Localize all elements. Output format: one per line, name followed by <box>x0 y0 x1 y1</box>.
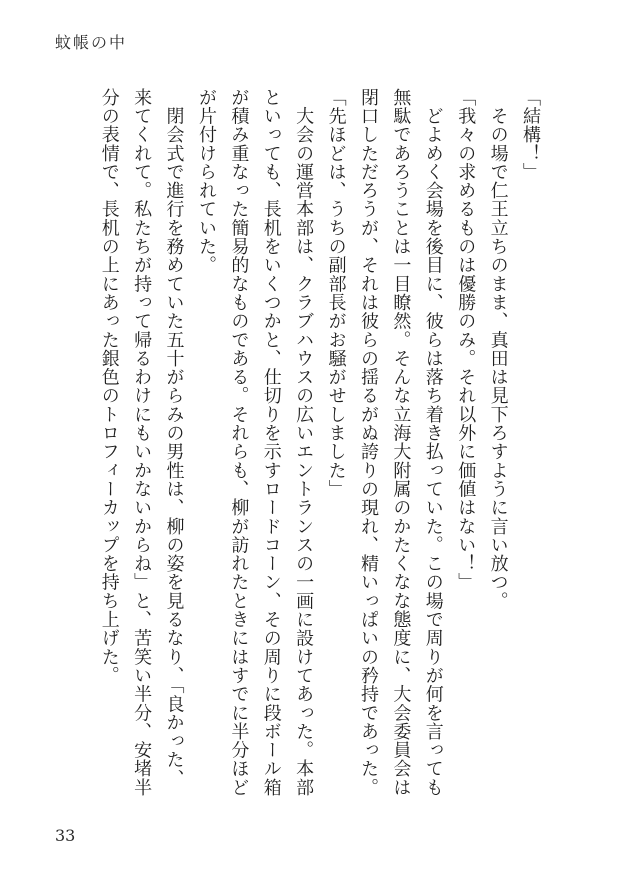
text-column: 閉会式で進行を務めていた五十がらみの男性は、柳の姿を見るなり、「良かった、 <box>163 88 185 788</box>
text-column: 閉口しただろうが、それは彼らの揺るがぬ誇りの現れ、精いっぱいの矜持であった。 <box>357 88 379 797</box>
text-column: 無駄であろうことは一目瞭然。そんな立海大附属のかたくなな態度に、大会委員会は <box>390 88 412 797</box>
text-column: 「我々の求めるものは優勝のみ。それ以外に価値はない！」 <box>455 88 477 592</box>
text-column: 「結構！」 <box>520 88 541 182</box>
text-column: 大会の運営本部は、クラブハウスの広いエントランスの一画に設けてあった。本部 <box>293 88 315 797</box>
text-column: 分の表情で、長机の上にあった銀色のトロフィーカップを持ち上げた。 <box>98 88 120 685</box>
text-column: 来てくれて。私たちが持って帰るわけにもいかないからね」と、苦笑い半分、安堵半 <box>131 88 153 797</box>
text-column: その場で仁王立ちのまま、真田は見下ろすように言い放つ。 <box>487 88 509 611</box>
text-column: が積み重なった簡易的なものである。それらも、柳が訪れたときにはすでに半分ほど <box>228 88 250 797</box>
page-number: 33 <box>55 826 76 845</box>
text-body <box>92 88 546 804</box>
running-header: 蚊帳の中 <box>55 33 128 52</box>
text-column: 「先ほどは、うちの副部長がお騒がせしました」 <box>325 88 347 499</box>
text-column: どよめく会場を後目に、彼らは落ち着き払っていた。この場で周りが何を言っても <box>422 88 444 797</box>
text-column: が片付けられていた。 <box>195 88 217 275</box>
text-column: といっても、長机をいくつかと、仕切りを示すロードコーン、その周りに段ボール箱 <box>260 88 282 797</box>
